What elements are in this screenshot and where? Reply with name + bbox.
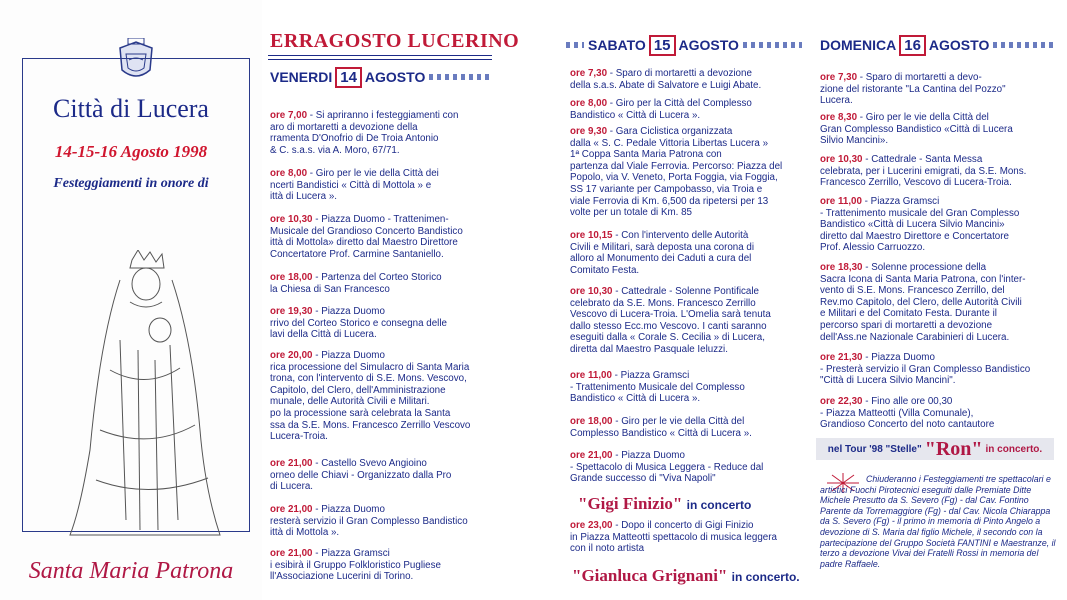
day-name: SABATO	[588, 37, 646, 53]
event-item: ore 18,00 - Giro per le vie della Città del Complesso Bandistico « Città di Lucera ».	[570, 416, 752, 439]
event-item: ore 19,30 - Piazza Duomo rrivo del Corteo Storico e consegna delle lavi della Città di Lucera.	[270, 306, 447, 341]
cover-panel	[0, 0, 262, 600]
event-item: ore 10,30 - Cattedrale - Solenne Pontificale celebrato da S.E. Mons. Francesco Zerrillo Vescovo di Lucera-Troia. L'Omelia sarà tenuta dallo stesso Ecc.mo Vescovo. I canti saranno eseguiti dalla « Corale S. Cecilia » di Lucera, diretta dal Maestro Pasquale Ieluzzi.	[570, 286, 771, 355]
event-item: ore 10,30 - Cattedrale - Santa Messa celebrata, per i Lucerini emigrati, da S.E. Mons. Francesco Zerrillo, Vescovo di Lucera-Troia.	[820, 154, 1027, 189]
event-item: ore 7,00 - Si apriranno i festeggiamenti con aro di mortaretti a devozione della rramenta D'Onofrio di De Troia Antonio & C. s.a.s. via A. Moro, 67/71.	[270, 110, 459, 156]
ferragosto-title: ERRAGOSTO LUCERINO	[270, 30, 520, 52]
day-header-saturday	[566, 34, 802, 56]
day-number: 15	[649, 35, 676, 56]
event-item: ore 10,15 - Con l'intervento delle Autorità Civili e Militari, sarà deposta una corona di alloro al Monumento dei Caduti a cura del Comitato Festa.	[570, 230, 755, 276]
event-item: ore 8,00 - Giro per le vie della Città dei ncerti Bandistici « Città di Mottola » e ittà di Lucera ».	[270, 168, 439, 203]
greek-key-border	[743, 42, 802, 48]
event-item: ore 9,30 - Gara Ciclistica organizzata dalla « S. C. Pedale Vittoria Libertas Lucera » 1ª Coppa Santa Maria Patrona con partenza dal Viale Ferrovia. Percorso: Piazza del Popolo, via V. Veneto, Porta Foggia, via Foggia, SS 17 variante per Campobasso, via Troia e viale Ferrovia di Km. 6,500 da ripetersi per 13 volte per un totale di Km. 85	[570, 126, 783, 219]
event-item: ore 10,30 - Piazza Duomo - Trattenimen- Musicale del Grandioso Concerto Bandistico ittà di Mottola» diretto dal Maestro Direttore Concertatore Prof. Carmine Santaniello.	[270, 214, 463, 260]
event-item: ore 11,00 - Piazza Gramsci - Trattenimento Musicale del Complesso Bandistico « Città di Lucera ».	[570, 370, 745, 405]
event-item: ore 8,30 - Giro per le vie della Città del Gran Complesso Bandistico «Città di Lucera Silvio Mancini».	[820, 112, 1013, 147]
event-item: ore 22,30 - Fino alle ore 00,30 - Piazza Matteotti (Villa Comunale), Grandioso Concerto del noto cantautore	[820, 396, 995, 431]
event-item: ore 21,00 - Piazza Duomo - Spettacolo di Musica Leggera - Reduce dal Grande successo di "Viva Napoli"	[570, 450, 764, 485]
event-item: ore 8,00 - Giro per la Città del Complesso Bandistico « Città di Lucera ».	[570, 98, 752, 121]
fireworks-closing-note: Chiuderanno i Festeggiamenti tre spettacolari e artistici Fuochi Pirotecnici eseguiti dalle Premiate Ditte Michele Presutto da S. Severo (Fg) - dal Cav. Fontino Parente da Torremaggiore (Fg) - dal Cav. Nicola Chiarappa da S. Severo (Fg) - il primo in memoria di Pinto Angelo a devozione di S. Maria dal figlio Michele, il secondo con la partecipazione del Gruppo Società FANTINI e Maestranze, il terzo a devozione Vivai dei Fratelli Rossi in memoria del padre Raffaele.	[820, 474, 1056, 569]
festeggiamenti-heading: Festeggiamenti in onore di	[53, 176, 209, 191]
ron-concert-banner: nel Tour '98 "Stelle" "Ron" in concerto.	[816, 438, 1054, 460]
artist-ron: "Ron"	[924, 437, 983, 460]
day-number: 16	[899, 35, 926, 56]
day-name: DOMENICA	[820, 37, 897, 53]
event-item: ore 7,30 - Sparo di mortaretti a devo- zione del ristorante "La Cantina del Pozzo" Lucera.	[820, 72, 1006, 107]
day-month: AGOSTO	[364, 69, 426, 85]
day-name: VENERDI	[270, 69, 333, 85]
event-item: ore 18,00 - Partenza del Corteo Storico la Chiesa di San Francesco	[270, 272, 442, 295]
title-underline	[268, 55, 492, 60]
festival-dates: 14-15-16 Agosto 1998	[54, 142, 208, 161]
greek-key-border	[566, 42, 584, 48]
event-item: ore 11,00 - Piazza Gramsci - Trattenimento musicale del Gran Complesso Bandistico «Città di Lucera Silvio Mancini» diretto dal Maestro Direttore e Concertatore Prof. Alessio Carruozzo.	[820, 196, 1020, 254]
greek-key-border	[993, 42, 1056, 48]
day-month: AGOSTO	[678, 37, 739, 53]
event-item: ore 23,00 - Dopo il concerto di Gigi Finizio in Piazza Matteotti spettacolo di musica leggera con il noto artista	[570, 520, 777, 555]
day-number: 14	[335, 67, 362, 88]
patrona-title: Santa Maria Patrona	[28, 558, 234, 584]
event-item: ore 21,00 - Piazza Duomo resterà servizio il Gran Complesso Bandistico ittà di Mottola ».	[270, 504, 468, 539]
event-item: ore 7,30 - Sparo di mortaretti a devozione della s.a.s. Abate di Salvatore e Luigi Abate.	[570, 68, 762, 91]
greek-key-border	[429, 74, 492, 80]
event-item: ore 21,30 - Piazza Duomo - Presterà servizio il Gran Complesso Bandistico "Città di Lucera Silvio Mancini".	[820, 352, 1031, 387]
day-month: AGOSTO	[928, 37, 990, 53]
event-item: ore 21,00 - Piazza Gramsci i esibirà il Gruppo Folkloristico Pugliese ll'Associazione Lucerini di Torino.	[270, 548, 441, 583]
day-header-friday	[270, 66, 492, 88]
event-item: ore 18,30 - Solenne processione della Sacra Icona di Santa Maria Patrona, con l'inter- vento di S.E. Mons. Francesco Zerrillo, del Rev.mo Capitolo, del Clero, delle Autorità Civili e Militari e del Comitato Festa. Durante il percorso spari di mortaretti a devozione dell'Ass.ne Nazionale Carabinieri di Lucera.	[820, 262, 1026, 343]
madonna-illustration	[60, 250, 230, 540]
day-header-sunday	[820, 34, 1056, 56]
event-item: ore 20,00 - Piazza Duomo rica processione del Simulacro di Santa Maria trona, con l'intervento di S.E. Mons. Vescovo, Capitolo, del Clero, dell'Amministrazione munale, delle Autorità Civili e Militari. po la processione sarà celebrata la Santa ssa da S.E. Mons. Francesco Zerrillo Vescovo Lucera-Troia.	[270, 350, 471, 443]
city-title: Città di Lucera	[53, 94, 209, 123]
event-item: ore 21,00 - Castello Svevo Angioino orneo delle Chiavi - Organizzato dalla Pro di Lucera.	[270, 458, 452, 493]
artist-gigi-finizio: "Gigi Finizio" in concerto	[578, 494, 752, 513]
artist-gianluca-grignani: "Gianluca Grignani" in concerto.	[572, 566, 800, 585]
